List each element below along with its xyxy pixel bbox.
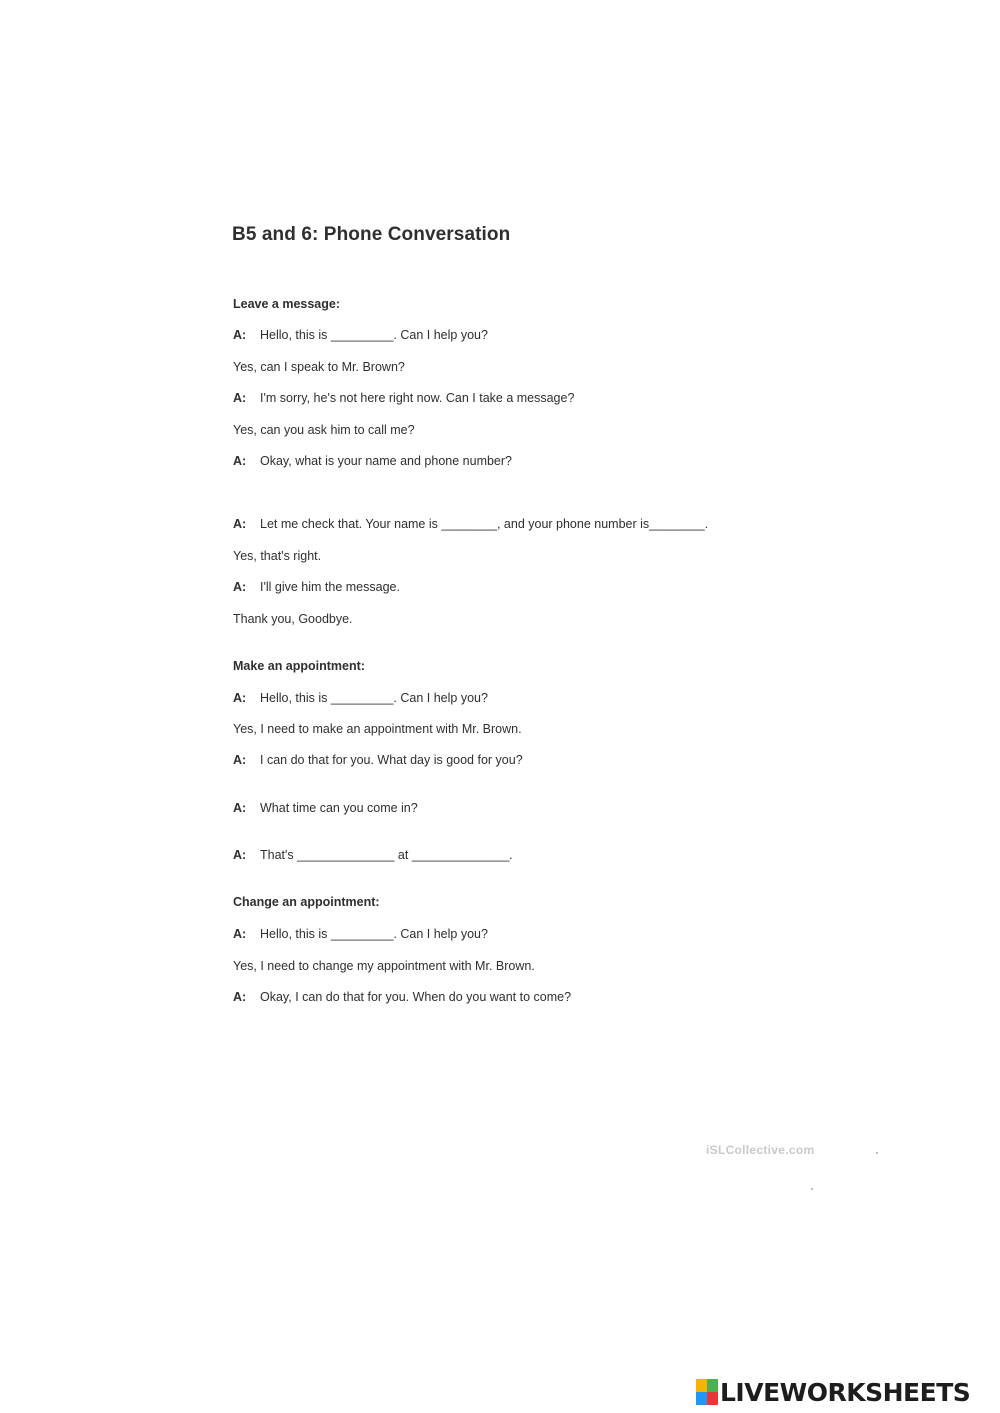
dialogue-line bbox=[233, 390, 574, 406]
speaker-label: A: bbox=[233, 391, 247, 405]
islcollective-watermark: iSLCollective.com bbox=[706, 1143, 815, 1157]
section-heading-make-appointment: Make an appointment: bbox=[233, 659, 365, 673]
dialogue-text: Yes, I need to change my appointment with Mr. Brown. bbox=[233, 959, 535, 973]
logo-square-red bbox=[707, 1392, 718, 1405]
dialogue-text: I can do that for you. What day is good for you? bbox=[260, 753, 523, 767]
speaker-label: A: bbox=[233, 753, 247, 767]
dialogue-text: Okay, what is your name and phone number? bbox=[260, 454, 512, 468]
dialogue-text: I'm sorry, he's not here right now. Can I take a message? bbox=[260, 391, 575, 405]
logo-square-yellow bbox=[696, 1379, 707, 1392]
speaker-label: A: bbox=[233, 580, 247, 594]
dialogue-text: Hello, this is _________. Can I help you? bbox=[260, 328, 488, 342]
page-title: B5 and 6: Phone Conversation bbox=[232, 224, 511, 245]
dialogue-text: Hello, this is _________. Can I help you? bbox=[260, 927, 488, 941]
dialogue-text: That's ______________ at ______________. bbox=[260, 848, 513, 862]
speaker-label: A: bbox=[233, 328, 247, 342]
dialogue-text: Let me check that. Your name is ________, and your phone number is________. bbox=[260, 517, 709, 531]
dialogue-text: Yes, that's right. bbox=[233, 549, 322, 563]
dialogue-line bbox=[233, 359, 405, 375]
dialogue-line bbox=[233, 327, 488, 343]
speaker-label: A: bbox=[233, 927, 247, 941]
dialogue-line bbox=[233, 800, 418, 816]
dialogue-text: Yes, can I speak to Mr. Brown? bbox=[233, 360, 405, 374]
dialogue-line bbox=[233, 548, 321, 564]
dialogue-text: Yes, can you ask him to call me? bbox=[233, 423, 415, 437]
dialogue-line bbox=[233, 926, 488, 942]
speaker-label: A: bbox=[233, 801, 247, 815]
speaker-label: A: bbox=[233, 454, 247, 468]
dialogue-line bbox=[233, 989, 571, 1005]
dialogue-text: What time can you come in? bbox=[260, 801, 418, 815]
dialogue-line bbox=[233, 579, 400, 595]
dialogue-line bbox=[233, 752, 523, 768]
section-heading-change-appointment: Change an appointment: bbox=[233, 895, 380, 909]
scan-dot bbox=[811, 1188, 813, 1190]
dialogue-text: I'll give him the message. bbox=[260, 580, 400, 594]
dialogue-text: Yes, I need to make an appointment with Mr. Brown. bbox=[233, 722, 522, 736]
dialogue-line bbox=[233, 516, 708, 532]
dialogue-line bbox=[233, 611, 353, 627]
dialogue-text: Hello, this is _________. Can I help you? bbox=[260, 691, 488, 705]
dialogue-line bbox=[233, 453, 512, 469]
speaker-label: A: bbox=[233, 848, 247, 862]
dialogue-line bbox=[233, 847, 513, 863]
dialogue-line bbox=[233, 958, 535, 974]
dialogue-line bbox=[233, 721, 522, 737]
section-heading-leave-message: Leave a message: bbox=[233, 297, 341, 311]
dialogue-line bbox=[233, 690, 488, 706]
dialogue-text: Okay, I can do that for you. When do you want to come? bbox=[260, 990, 572, 1004]
liveworksheets-brand-text: LIVEWORKSHEETS bbox=[720, 1377, 971, 1407]
liveworksheets-logo[interactable] bbox=[696, 1378, 970, 1406]
speaker-label: A: bbox=[233, 691, 247, 705]
dialogue-line bbox=[233, 422, 415, 438]
speaker-label: A: bbox=[233, 517, 247, 531]
dialogue-text: Thank you, Goodbye. bbox=[233, 612, 353, 626]
logo-square-green bbox=[707, 1379, 718, 1392]
scan-dot bbox=[876, 1152, 878, 1154]
liveworksheets-logo-icon bbox=[696, 1379, 718, 1405]
logo-square-blue bbox=[696, 1392, 707, 1405]
speaker-label: A: bbox=[233, 990, 247, 1004]
